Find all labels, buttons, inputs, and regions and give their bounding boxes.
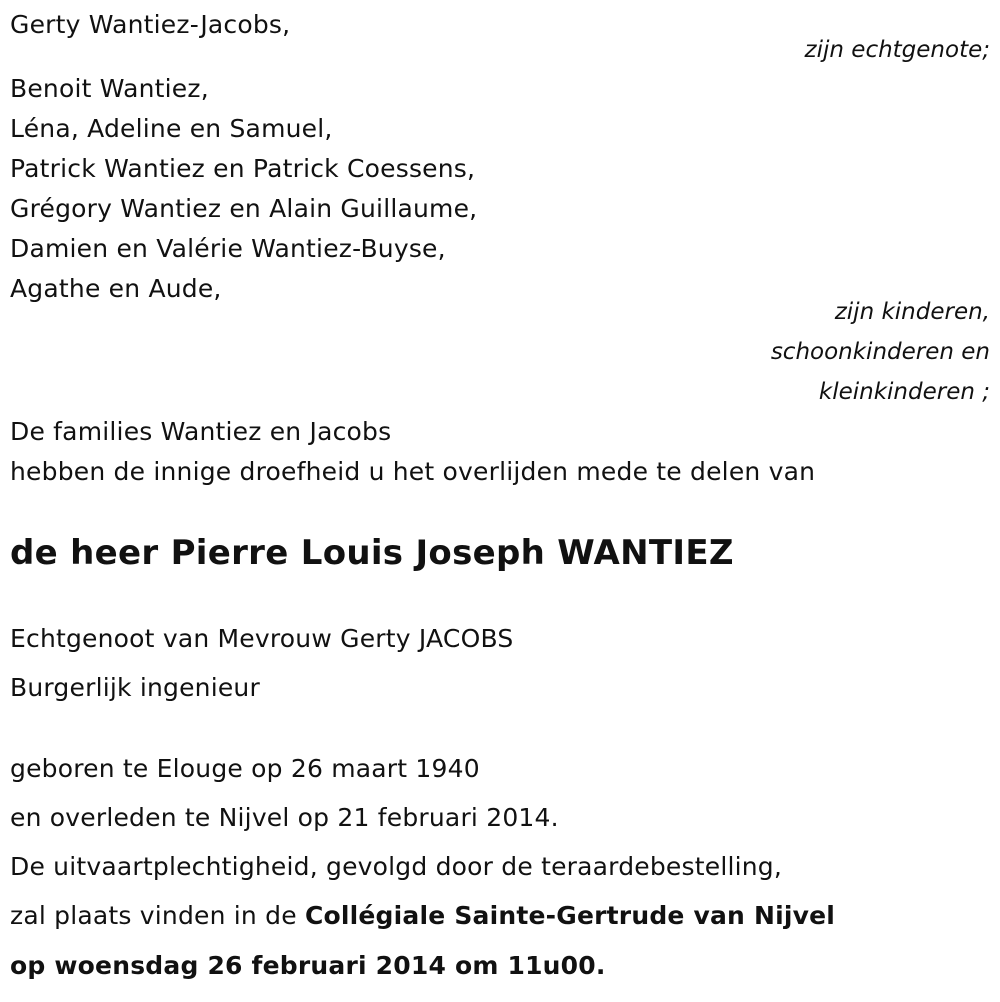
birth-line: geboren te Elouge op 26 maart 1940 [10, 754, 480, 783]
deceased-profession: Burgerlijk ingenieur [10, 673, 260, 702]
place-prefix: zal plaats vinden in de [10, 901, 305, 930]
spouse-role: zijn echtgenote; [804, 37, 990, 63]
children-role: zijn kinderen, [834, 299, 990, 325]
children-role: schoonkinderen en [770, 339, 990, 365]
child-line: Patrick Wantiez en Patrick Coessens, [10, 154, 476, 183]
child-line: Damien en Valérie Wantiez-Buyse, [10, 234, 446, 263]
child-line: Grégory Wantiez en Alain Guillaume, [10, 194, 478, 223]
place-name: Collégiale Sainte-Gertrude van Nijvel [304, 901, 836, 930]
death-line: en overleden te Nijvel op 21 februari 2014. [10, 803, 559, 832]
deceased-spouse-line: Echtgenoot van Mevrouw Gerty JACOBS [10, 624, 514, 653]
deceased-name: de heer Pierre Louis Joseph WANTIEZ [10, 533, 734, 573]
families-line: De families Wantiez en Jacobs [10, 417, 392, 446]
ceremony-line: De uitvaartplechtigheid, gevolgd door de teraardebestelling, [10, 852, 783, 881]
child-line: Benoit Wantiez, [10, 74, 209, 103]
child-line: Léna, Adeline en Samuel, [10, 114, 333, 143]
announcement-line: hebben de innige droefheid u het overlijden mede te delen van [10, 457, 816, 486]
place-line [10, 901, 835, 931]
children-role: kleinkinderen ; [818, 379, 990, 405]
date-time-line: op woensdag 26 februari 2014 om 11u00. [10, 951, 606, 980]
spouse-name: Gerty Wantiez-Jacobs, [10, 10, 291, 39]
child-line: Agathe en Aude, [10, 274, 222, 303]
